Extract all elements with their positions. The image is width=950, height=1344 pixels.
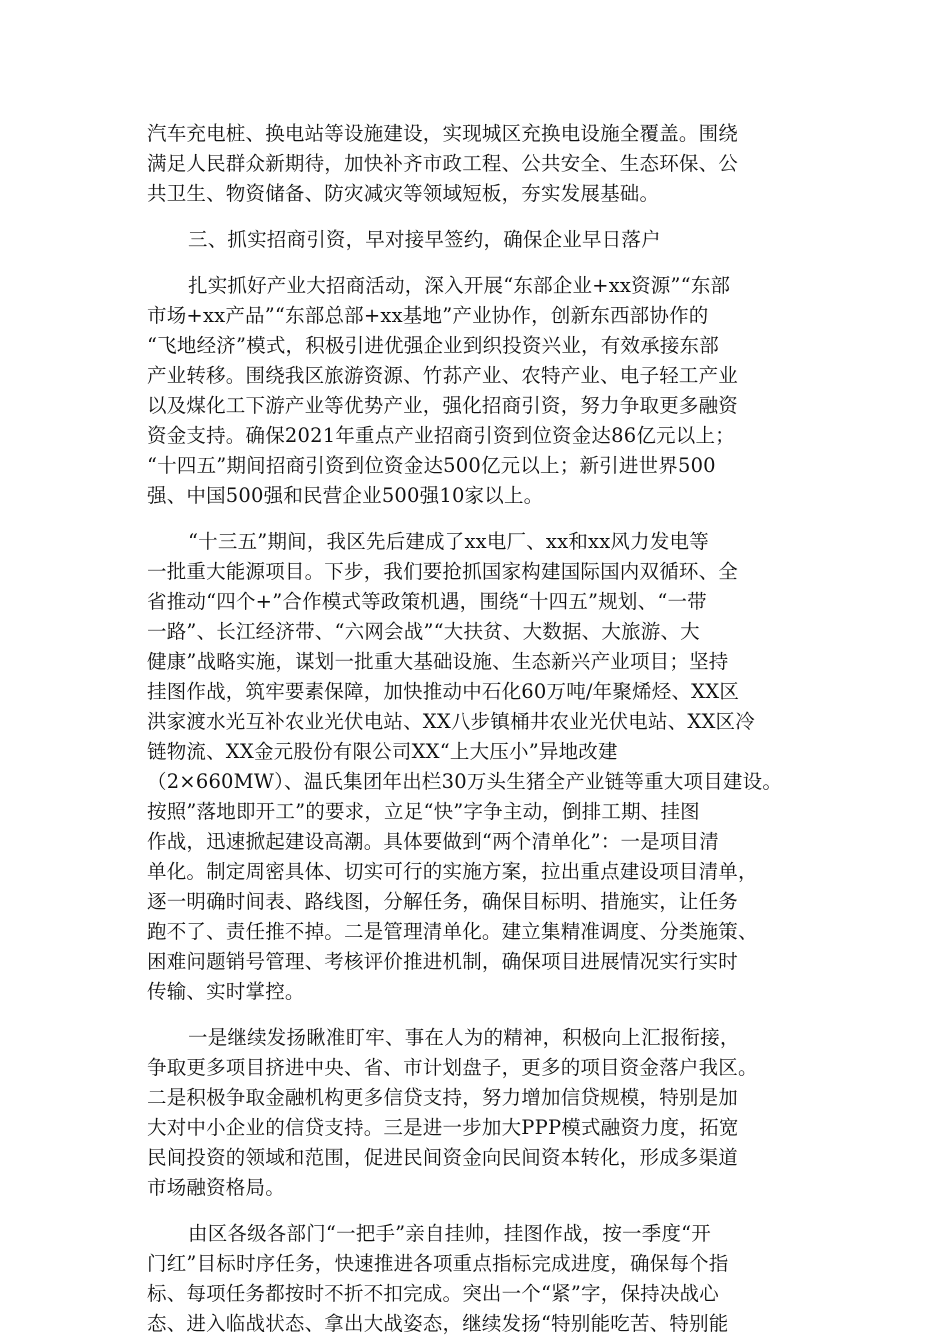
text-line: 产业转移。围绕我区旅游资源、竹荪产业、农特产业、电子轻工产业 <box>147 364 739 387</box>
text-line: 市场融资格局。 <box>147 1176 285 1199</box>
text-line: 逐一明确时间表、路线图，分解任务，确保目标明、措施实，让任务 <box>147 890 739 913</box>
text-line: 作战，迅速掀起建设高潮。具体要做到“两个清单化”：一是项目清 <box>147 830 719 853</box>
text-line: 一是继续发扬瞅准盯牢、事在人为的精神，积极向上汇报衔接， <box>188 1026 740 1049</box>
text-line: 争取更多项目挤进中央、省、市计划盘子，更多的项目资金落户我区。 <box>147 1056 758 1079</box>
text-line: 按照”落地即开工”的要求，立足“快”字争主动，倒排工期、挂图 <box>147 800 700 823</box>
text-line: 汽车充电桩、换电站等设施建设，实现城区充换电设施全覆盖。围绕 <box>147 122 739 145</box>
text-line: 标、每项任务都按时不折不扣完成。突出一个“紧”字，保持决战心 <box>147 1282 719 1305</box>
text-line: 民间投资的领域和范围，促进民间资金向民间资本转化，形成多渠道 <box>147 1146 739 1169</box>
text-line: “飞地经济”模式，积极引进优强企业到织投资兴业，有效承接东部 <box>147 334 719 357</box>
text-line: 态、进入临战状态、拿出大战姿态，继续发扬“特别能吃苦、特别能 <box>147 1312 729 1335</box>
text-line: 省推动“四个+”合作模式等政策机遇，围绕“十四五”规划、“一带 <box>147 590 707 613</box>
text-line: “十三五”期间，我区先后建成了xx电厂、xx和xx风力发电等 <box>188 530 709 553</box>
text-line: 以及煤化工下游产业等优势产业，强化招商引资，努力争取更多融资 <box>147 394 739 417</box>
text-line: 门红”目标时序任务，快速推进各项重点指标完成进度，确保每个指 <box>147 1252 729 1275</box>
text-line: 链物流、XX金元股份有限公司XX“上大压小”异地改建 <box>147 740 618 763</box>
text-line: 一路”、长江经济带、“六网会战”“大扶贫、大数据、大旅游、大 <box>147 620 700 643</box>
text-line: 单化。制定周密具体、切实可行的实施方案，拉出重点建设项目清单， <box>147 860 758 883</box>
text-line: 扎实抓好产业大招商活动，深入开展“东部企业+xx资源”“东部 <box>188 274 731 297</box>
section-heading: 三、抓实招商引资，早对接早签约，确保企业早日落户 <box>188 228 661 251</box>
text-line: 市场+xx产品”“东部总部+xx基地”产业协作，创新东西部协作的 <box>147 304 709 327</box>
text-line: 强、中国500强和民营企业500强10家以上。 <box>147 484 544 507</box>
text-line: 洪家渡水光互补农业光伏电站、XX八步镇桶井农业光伏电站、XX区冷 <box>147 710 755 733</box>
text-line: “十四五”期间招商引资到位资金达500亿元以上；新引进世界500 <box>147 454 716 477</box>
text-line: 一批重大能源项目。下步，我们要抢抓国家构建国际国内双循环、全 <box>147 560 739 583</box>
text-line: 由区各级各部门“一把手”亲自挂帅，挂图作战，按一季度“开 <box>188 1222 712 1245</box>
text-line: 大对中小企业的信贷支持。三是进一步加大PPP模式融资力度，拓宽 <box>147 1116 739 1139</box>
text-line: 传输、实时掌控。 <box>147 980 305 1003</box>
text-line: 困难问题销号管理、考核评价推进机制，确保项目进展情况实行实时 <box>147 950 739 973</box>
text-line: 跑不了、责任推不掉。二是管理清单化。建立集精准调度、分类施策、 <box>147 920 758 943</box>
text-line: 挂图作战，筑牢要素保障，加快推动中石化60万吨/年聚烯烃、XX区 <box>147 680 740 703</box>
text-line: 健康”战略实施，谋划一批重大基础设施、生态新兴产业项目；坚持 <box>147 650 729 673</box>
text-line: 满足人民群众新期待，加快补齐市政工程、公共安全、生态环保、公 <box>147 152 739 175</box>
text-line: 资金支持。确保2021年重点产业招商引资到位资金达86亿元以上； <box>147 424 735 447</box>
text-line: 二是积极争取金融机构更多信贷支持，努力增加信贷规模，特别是加 <box>147 1086 739 1109</box>
text-line: 共卫生、物资储备、防灾减灾等领域短板，夯实发展基础。 <box>147 182 660 205</box>
text-line: （2×660MW）、温氏集团年出栏30万头生猪全产业链等重大项目建设。 <box>147 770 783 793</box>
